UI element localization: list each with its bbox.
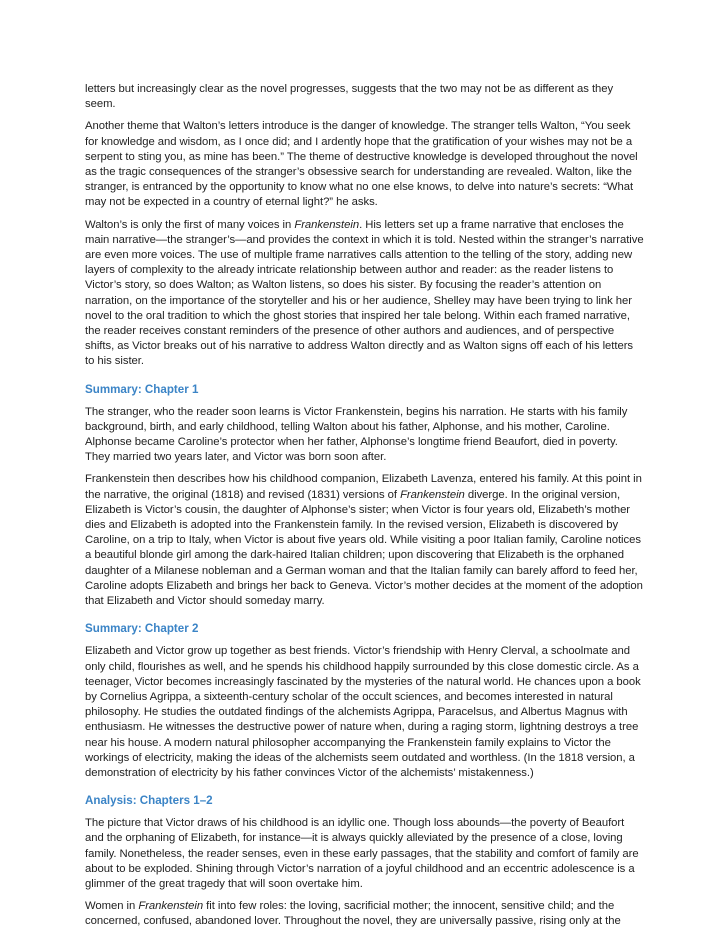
text-run: . His letters set up a frame narrative that encloses the main narrative—the stranger’s—and provides the context in which it is told. Nested within the stranger’s narrative are even more voices. The use of multiple frame narratives calls attention to the telling of the story, adding new layers of complexity to the already intricate relationship between author and reader: as the reader listens to Victor’s story, so does Walton; as Walton listens, so does his sister. By focusing the reader’s attention on narration, on the importance of the storyteller and his or her audience, Shelley may have been trying to link her novel to the oral tradition to which the ghost stories that inspired her tale belong. Within each framed narrative, the reader receives constant reminders of the presence of other authors and audiences, and of perspective shifts, as Victor breaks out of his narrative to address Walton directly and as Walton signs off each of his letters to his sister.: [85, 218, 644, 368]
text-run: The picture that Victor draws of his childhood is an idyllic one. Though loss abounds—the poverty of Beaufort and the orphaning of Elizabeth, for instance—it is always quickly alleviated by the presence of a close, loving family. Nonetheless, the reader senses, even in these early passages, that the stability and comfort of family are about to be exploded. Shining through Victor’s narration of a joyful childhood and an eccentric adolescence is a glimmer of the great tragedy that will soon overtake him.: [85, 817, 639, 890]
text-run: Women in: [85, 900, 139, 913]
text-run: Analysis: Chapters 1–2: [85, 794, 213, 808]
text-run: fit into few roles: the loving, sacrificial mother; the innocent, sensitive child; and the concerned, confused, abandoned lover. Throughout the novel, they are universally passive, rising only at the: [85, 900, 621, 928]
italic-title: Frankenstein: [294, 218, 360, 231]
text-run: Summary: Chapter 1: [85, 382, 199, 396]
body-paragraph: [85, 405, 645, 466]
body-paragraph: [85, 899, 645, 929]
text-run: Elizabeth and Victor grow up together as best friends. Victor’s friendship with Henry Clerval, a schoolmate and only child, flourishes as well, and he spends his childhood happily surrounded by this close domestic circle. As a teenager, Victor becomes increasingly fascinated by the mysteries of the natural world. He chances upon a book by Cornelius Agrippa, a sixteenth-century scholar of the occult sciences, and becomes interested in natural philosophy. He studies the outdated findings of the alchemists Agrippa, Paracelsus, and Albertus Magnus with enthusiasm. He witnesses the destructive power of nature when, during a raging storm, lightning destroys a tree near his house. A modern natural philosopher accompanying the Frankenstein family explains to Victor the workings of electricity, making the ideas of the alchemists seem outdated and worthless. (In the 1818 version, a demonstration of electricity by his father convinces Victor of the alchemists’ mistakenness.): [85, 645, 641, 779]
text-run: Walton’s is only the first of many voices in: [85, 218, 295, 231]
body-paragraph: [85, 816, 645, 892]
document-page: [85, 82, 645, 937]
body-paragraph: [85, 644, 645, 781]
text-run: The stranger, who the reader soon learns is Victor Frankenstein, begins his narration. He starts with his family background, birth, and early childhood, telling Walton about his father, Alphonse, and his mother, Caroline. Alphonse became Caroline’s protector when her father, Alphonse’s longtime friend Beaufort, died in poverty. They married two years later, and Victor was born soon after.: [85, 405, 628, 464]
text-run: Another theme that Walton’s letters introduce is the danger of knowledge. The stranger tells Walton, “You seek for knowledge and wisdom, as I once did; and I ardently hope that the gratification of your wishes may not be a serpent to sting you, as mine has been.” The theme of destructive knowledge is developed throughout the novel as the tragic consequences of the stranger’s obsessive search for understanding are revealed. Walton, like the stranger, is entranced by the opportunity to know what no one else knows, to delve into nature’s secrets: “What may not be expected in a country of eternal light?” he asks.: [85, 120, 638, 209]
text-run: Summary: Chapter 2: [85, 622, 199, 636]
text-run: diverge. In the original version, Elizabeth is Victor’s cousin, the daughter of Alphonse’s sister; when Victor is four years old, Elizabeth’s mother dies and Elizabeth is adopted into the Frankenstein family. In the revised version, Elizabeth is discovered by Caroline, on a trip to Italy, when Victor is about five years old. While visiting a poor Italian family, Caroline notices a beautiful blonde girl among the dark-haired Italian children; upon discovering that Elizabeth is the orphaned daughter of a Milanese nobleman and a German woman and that the Italian family can barely afford to feed her, Caroline adopts Elizabeth and brings her back to Geneva. Victor’s mother decides at the moment of the adoption that Elizabeth and Victor should someday marry.: [85, 488, 643, 608]
section-heading: [85, 382, 645, 397]
body-paragraph: [85, 218, 645, 370]
italic-title: Frankenstein: [138, 900, 204, 913]
text-run: Frankenstein then describes how his childhood companion, Elizabeth Lavenza, entered his family. At this point in the narrative, the original (1818) and revised (1831) versions of: [85, 473, 642, 501]
body-paragraph: [85, 82, 645, 112]
body-paragraph: [85, 119, 645, 210]
section-heading: [85, 621, 645, 636]
body-paragraph: [85, 472, 645, 609]
section-heading: [85, 793, 645, 808]
text-run: letters but increasingly clear as the novel progresses, suggests that the two may not be as different as they seem.: [85, 83, 614, 111]
italic-title: Frankenstein: [400, 488, 465, 501]
